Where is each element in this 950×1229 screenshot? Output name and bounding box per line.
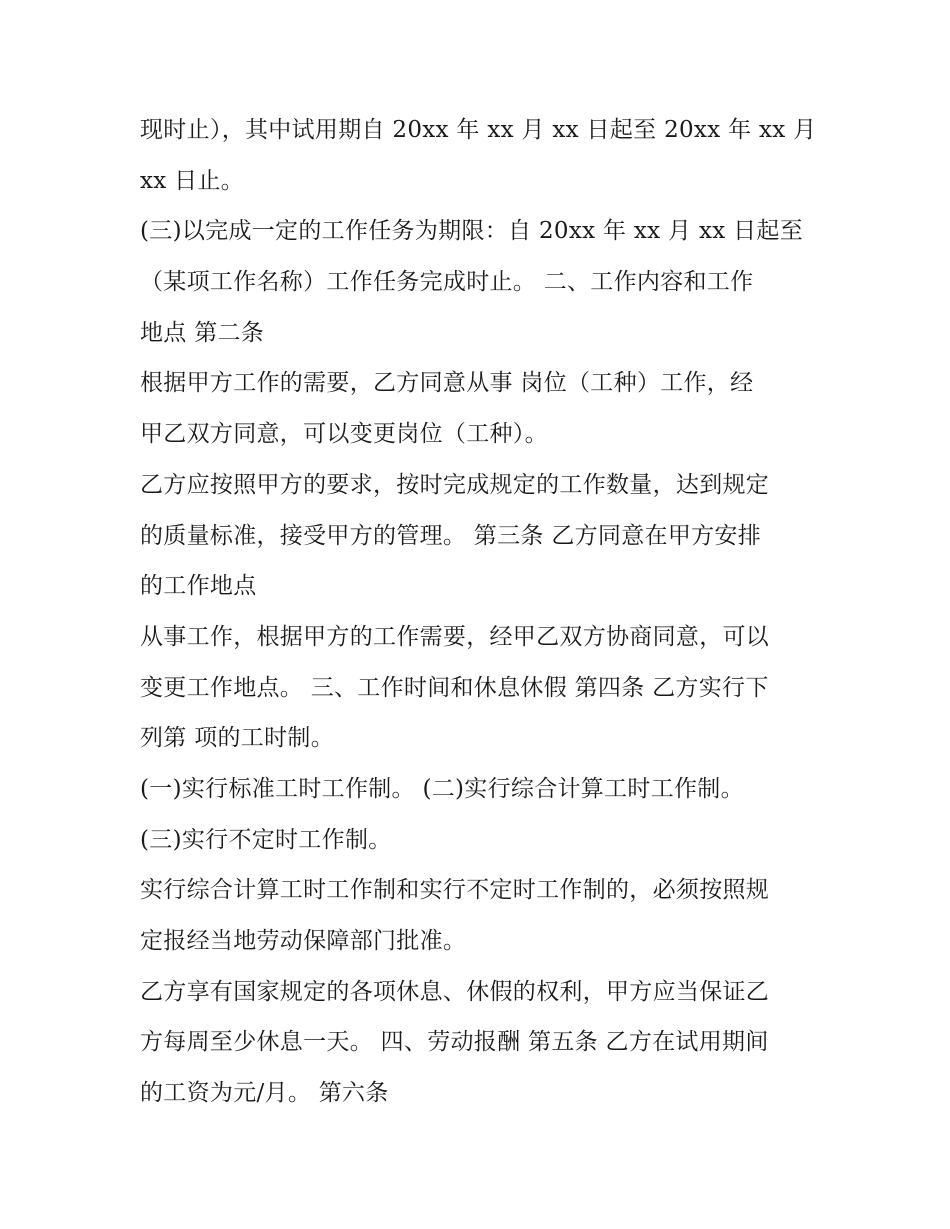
text-line: 地点 第二条 [140, 319, 265, 346]
text-line: 定报经当地劳动保障部门批准。 [140, 928, 467, 954]
text-line: 乙方应按照甲方的要求，按时完成规定的工作数量，达到规定 [140, 471, 770, 498]
text-line: 列第 项的工时制。 [140, 725, 335, 752]
document-body [140, 105, 820, 1119]
text-line: 的质量标准，接受甲方的管理。 第三条 乙方同意在甲方安排 [140, 522, 762, 549]
text-line: 乙方享有国家规定的各项休息、休假的权利，甲方应当保证乙 [140, 978, 770, 1005]
text-line: (三)以完成一定的工作任务为期限：自 20xx 年 xx 月 xx 日起至 [140, 218, 804, 245]
text-line: (三)实行不定时工作制。 [140, 826, 392, 853]
text-line: 甲乙双方同意，可以变更岗位（工种）。 [140, 421, 548, 448]
text-line: 实行综合计算工时工作制和实行不定时工作制的，必须按照规 [140, 877, 770, 904]
text-line: (一)实行标准工时工作制。 (二)实行综合计算工时工作制。 [140, 775, 744, 802]
text-line: 方每周至少休息一天。 四、劳动报酬 第五条 乙方在试用期间 [140, 1029, 769, 1056]
text-line: 变更工作地点。 三、工作时间和休息休假 第四条 乙方实行下 [140, 674, 769, 701]
text-line: 根据甲方工作的需要，乙方同意从事 岗位（工种）工作，经 [140, 370, 754, 397]
text-line: xx 日止。 [140, 167, 245, 194]
text-line: 从事工作，根据甲方的工作需要，经甲乙双方协商同意，可以 [140, 623, 770, 650]
text-line: 的工作地点 [140, 573, 257, 600]
text-line: （某项工作名称）工作任务完成时止。 二、工作内容和工作 [140, 269, 754, 296]
text-line: 现时止），其中试用期自 20xx 年 xx 月 xx 日起至 20xx 年 xx 月 [140, 117, 817, 143]
text-line: 的工资为元/月。 第六条 [140, 1080, 389, 1107]
